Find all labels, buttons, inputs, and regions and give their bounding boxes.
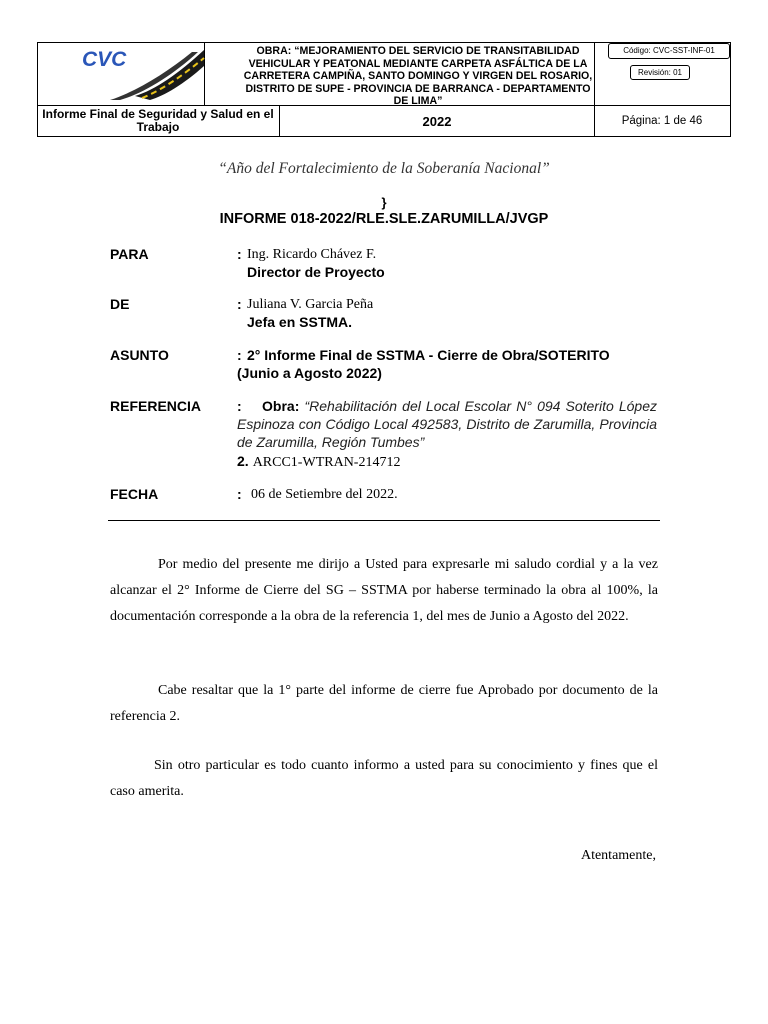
colon: : — [237, 347, 242, 363]
document-code: Código: CVC-SST-INF-01 — [608, 43, 730, 59]
p3-text: Sin otro particular es todo cuanto informo a usted para su conocimiento y fines que el caso amerita. — [110, 758, 658, 799]
ref-obra-text: “Rehabilitación del Local Escolar N° 094 Soterito López Espinoza con Código Local 492583, Distrito de Zarumilla, Provincia de Zarumilla, Región Tumbes” — [237, 398, 657, 450]
fecha-label: FECHA — [110, 486, 159, 502]
document-number: INFORME 018-2022/RLE.SLE.ZARUMILLA/JVGP — [219, 211, 549, 227]
referencia-label: REFERENCIA — [110, 398, 202, 414]
body-paragraph-1 — [110, 552, 658, 630]
p1-text: Por medio del presente me dirijo a Usted para expresarle mi saludo cordial y a la vez alcanzar el 2° Informe de Cierre del SG – SSTMA por haberse terminado la obra al 100%, la documentación corresponde a la obra de la referencia 1, del mes de Junio a Agosto del 2022. — [110, 557, 658, 624]
de-name: Juliana V. Garcia Peña — [247, 297, 374, 312]
colon: : — [237, 296, 242, 312]
closing-salutation: Atentamente, — [580, 848, 656, 863]
body-paragraph-2 — [110, 678, 658, 730]
ref-obra-label: Obra: — [262, 398, 300, 414]
separator-line — [108, 520, 660, 521]
de-label: DE — [110, 296, 130, 312]
logo-text: CVC — [82, 48, 127, 71]
ref2-number: 2. — [237, 453, 249, 469]
revision-label: Revisión: 01 — [630, 65, 690, 80]
colon: : — [237, 246, 242, 262]
reference-2 — [237, 453, 400, 471]
p2-text: Cabe resaltar que la 1° parte del informe de cierre fue Aprobado por documento de la referencia 2. — [110, 683, 658, 724]
report-title: Informe Final de Seguridad y Salud en el Trabajo — [42, 107, 274, 134]
body-paragraph-3 — [110, 753, 658, 805]
company-logo — [80, 46, 206, 100]
colon: : — [237, 398, 242, 414]
stray-brace: } — [381, 195, 387, 210]
para-role: Director de Proyecto — [247, 264, 385, 280]
asunto-label: ASUNTO — [110, 347, 169, 363]
para-name: Ing. Ricardo Chávez F. — [247, 247, 377, 262]
asunto-line2: (Junio a Agosto 2022) — [237, 365, 382, 381]
colon: : — [237, 486, 242, 502]
page-number: Página: 1 de 46 — [621, 115, 703, 127]
para-label: PARA — [110, 246, 149, 262]
document-header-table — [37, 42, 731, 137]
de-role: Jefa en SSTMA. — [247, 314, 353, 330]
fecha-value: 06 de Setiembre del 2022. — [251, 487, 398, 502]
national-motto: “Año del Fortalecimiento de la Soberanía Nacional” — [218, 160, 550, 177]
project-title: OBRA: “MEJORAMIENTO DEL SERVICIO DE TRANSITABILIDAD VEHICULAR Y PEATONAL MEDIANTE CARPETA ASFÁLTICA DE LA CARRETERA CAMPIÑA, SANTO DOMINGO Y VIRGEN DEL ROSARIO, DISTRITO DE SUPE - PROVINCIA DE BARRANCA - DEPARTAMENTO DE LIMA” — [243, 45, 593, 108]
referencia-block — [237, 397, 657, 451]
report-year: 2022 — [422, 114, 452, 129]
ref2-text: ARCC1-WTRAN-214712 — [252, 455, 401, 470]
asunto-line1: 2° Informe Final de SSTMA - Cierre de Obra/SOTERITO — [247, 347, 610, 363]
